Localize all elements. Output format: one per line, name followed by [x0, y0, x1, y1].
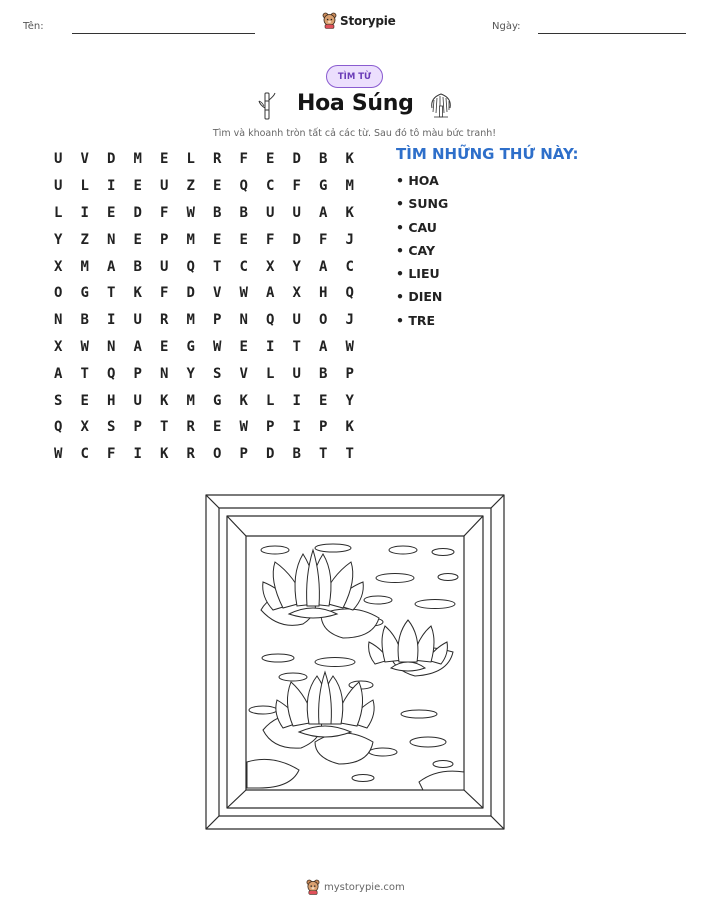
- grid-letter[interactable]: P: [213, 312, 222, 329]
- grid-letter[interactable]: K: [160, 392, 169, 409]
- grid-letter[interactable]: U: [266, 204, 275, 221]
- grid-letter[interactable]: X: [292, 285, 301, 302]
- word-item: • CAU: [396, 219, 437, 235]
- grid-letter[interactable]: P: [266, 419, 275, 436]
- grid-letter[interactable]: U: [160, 258, 169, 275]
- grid-letter[interactable]: W: [186, 204, 195, 221]
- grid-letter[interactable]: Q: [54, 419, 63, 436]
- brand-logo: [322, 12, 396, 29]
- grid-letter[interactable]: I: [133, 446, 142, 463]
- grid-letter[interactable]: X: [266, 258, 275, 275]
- grid-letter[interactable]: N: [160, 365, 169, 382]
- grid-letter[interactable]: K: [239, 392, 248, 409]
- grid-letter[interactable]: T: [213, 258, 222, 275]
- grid-letter[interactable]: G: [186, 338, 195, 355]
- grid-letter[interactable]: P: [133, 365, 142, 382]
- grid-letter[interactable]: U: [54, 178, 63, 195]
- grid-letter[interactable]: Y: [186, 365, 195, 382]
- grid-letter[interactable]: X: [54, 258, 63, 275]
- grid-letter[interactable]: I: [107, 312, 116, 329]
- grid-letter[interactable]: P: [133, 419, 142, 436]
- grid-letter[interactable]: T: [160, 419, 169, 436]
- grid-letter[interactable]: K: [160, 446, 169, 463]
- grid-letter[interactable]: P: [319, 419, 328, 436]
- grid-letter[interactable]: Z: [80, 231, 89, 248]
- grid-letter[interactable]: Q: [266, 312, 275, 329]
- grid-letter[interactable]: A: [319, 338, 328, 355]
- grid-letter[interactable]: J: [345, 231, 354, 248]
- find-list-title: TÌM NHỮNG THỨ NÀY:: [396, 145, 579, 163]
- grid-letter[interactable]: O: [54, 285, 63, 302]
- grid-letter[interactable]: P: [160, 231, 169, 248]
- grid-letter[interactable]: Z: [186, 178, 195, 195]
- grid-letter[interactable]: E: [80, 392, 89, 409]
- grid-letter[interactable]: I: [266, 338, 275, 355]
- grid-letter[interactable]: F: [239, 151, 248, 168]
- footer-url: mystorypie.com: [324, 881, 405, 893]
- bear-logo-icon: [306, 879, 320, 895]
- word-list: [396, 170, 448, 333]
- name-line: [72, 33, 255, 34]
- grid-letter[interactable]: B: [319, 365, 328, 382]
- grid-letter[interactable]: I: [80, 204, 89, 221]
- grid-letter[interactable]: K: [345, 204, 354, 221]
- word-item: • DIEN: [396, 289, 443, 305]
- grid-letter[interactable]: Q: [107, 365, 116, 382]
- grid-letter[interactable]: Q: [186, 258, 195, 275]
- grid-letter[interactable]: K: [345, 419, 354, 436]
- grid-letter[interactable]: X: [54, 338, 63, 355]
- grid-letter[interactable]: D: [107, 151, 116, 168]
- grid-letter[interactable]: O: [319, 312, 328, 329]
- grid-letter[interactable]: F: [107, 446, 116, 463]
- grid-letter[interactable]: M: [186, 231, 195, 248]
- grid-letter[interactable]: S: [107, 419, 116, 436]
- grid-letter[interactable]: I: [292, 419, 301, 436]
- grid-letter[interactable]: C: [80, 446, 89, 463]
- grid-letter[interactable]: V: [80, 151, 89, 168]
- grid-letter[interactable]: M: [133, 151, 142, 168]
- grid-letter[interactable]: A: [107, 258, 116, 275]
- brand-name: Storypie: [340, 13, 396, 28]
- grid-letter[interactable]: W: [239, 419, 248, 436]
- grid-letter[interactable]: X: [80, 419, 89, 436]
- grid-letter[interactable]: A: [54, 365, 63, 382]
- grid-letter[interactable]: W: [213, 338, 222, 355]
- grid-letter[interactable]: U: [54, 151, 63, 168]
- grid-letter[interactable]: U: [292, 204, 301, 221]
- word-item: • CAY: [396, 242, 436, 258]
- grid-letter[interactable]: V: [213, 285, 222, 302]
- grid-letter[interactable]: F: [266, 231, 275, 248]
- grid-letter[interactable]: F: [160, 204, 169, 221]
- grid-letter[interactable]: M: [80, 258, 89, 275]
- word-search-grid: [45, 146, 363, 468]
- grid-letter[interactable]: S: [54, 392, 63, 409]
- grid-letter[interactable]: W: [239, 285, 248, 302]
- grid-letter[interactable]: W: [54, 446, 63, 463]
- grid-letter[interactable]: A: [319, 204, 328, 221]
- grid-letter[interactable]: Y: [292, 258, 301, 275]
- grid-letter[interactable]: D: [292, 151, 301, 168]
- grid-letter[interactable]: B: [239, 204, 248, 221]
- grid-letter[interactable]: E: [107, 204, 116, 221]
- grid-letter[interactable]: W: [345, 338, 354, 355]
- grid-letter[interactable]: E: [133, 178, 142, 195]
- grid-letter[interactable]: L: [266, 392, 275, 409]
- grid-letter[interactable]: A: [133, 338, 142, 355]
- grid-letter[interactable]: Y: [345, 392, 354, 409]
- grid-letter[interactable]: E: [266, 151, 275, 168]
- grid-letter[interactable]: U: [292, 312, 301, 329]
- water-lily-picture: [203, 492, 507, 832]
- grid-letter[interactable]: K: [133, 285, 142, 302]
- grid-letter[interactable]: P: [345, 365, 354, 382]
- grid-letter[interactable]: K: [345, 151, 354, 168]
- grid-letter[interactable]: R: [213, 151, 222, 168]
- grid-letter[interactable]: E: [133, 231, 142, 248]
- grid-letter[interactable]: B: [292, 446, 301, 463]
- grid-letter[interactable]: E: [239, 338, 248, 355]
- grid-letter[interactable]: R: [160, 312, 169, 329]
- grid-letter[interactable]: T: [292, 338, 301, 355]
- grid-letter[interactable]: U: [160, 178, 169, 195]
- grid-letter[interactable]: N: [107, 231, 116, 248]
- grid-letter[interactable]: V: [239, 365, 248, 382]
- grid-letter[interactable]: B: [80, 312, 89, 329]
- grid-letter[interactable]: I: [292, 392, 301, 409]
- grid-letter[interactable]: F: [292, 178, 301, 195]
- grid-letter[interactable]: E: [160, 338, 169, 355]
- grid-letter[interactable]: B: [213, 204, 222, 221]
- grid-letter[interactable]: D: [266, 446, 275, 463]
- grid-letter[interactable]: H: [107, 392, 116, 409]
- grid-letter[interactable]: A: [319, 258, 328, 275]
- grid-letter[interactable]: M: [345, 178, 354, 195]
- page-title: Hoa Súng: [297, 91, 414, 116]
- grid-letter[interactable]: U: [133, 392, 142, 409]
- date-line: [538, 33, 686, 34]
- grid-letter[interactable]: L: [266, 365, 275, 382]
- grid-letter[interactable]: J: [345, 312, 354, 329]
- grid-letter[interactable]: C: [345, 258, 354, 275]
- grid-letter[interactable]: F: [160, 285, 169, 302]
- grid-letter[interactable]: Q: [345, 285, 354, 302]
- bamboo-icon: [258, 91, 276, 121]
- grid-letter[interactable]: E: [213, 231, 222, 248]
- grid-letter[interactable]: L: [80, 178, 89, 195]
- grid-letter[interactable]: W: [80, 338, 89, 355]
- grid-letter[interactable]: B: [133, 258, 142, 275]
- grid-letter[interactable]: E: [213, 419, 222, 436]
- grid-letter[interactable]: N: [54, 312, 63, 329]
- willow-tree-icon: [426, 90, 456, 120]
- grid-letter[interactable]: O: [213, 446, 222, 463]
- grid-letter[interactable]: D: [292, 231, 301, 248]
- grid-letter[interactable]: H: [319, 285, 328, 302]
- grid-letter[interactable]: M: [186, 312, 195, 329]
- bear-logo-icon: [322, 12, 337, 29]
- grid-letter[interactable]: T: [319, 446, 328, 463]
- grid-letter[interactable]: E: [160, 151, 169, 168]
- grid-letter[interactable]: M: [186, 392, 195, 409]
- grid-letter[interactable]: D: [186, 285, 195, 302]
- grid-letter[interactable]: N: [107, 338, 116, 355]
- grid-letter[interactable]: N: [239, 312, 248, 329]
- name-label: Tên:: [23, 21, 44, 32]
- grid-letter[interactable]: P: [239, 446, 248, 463]
- word-item: • TRE: [396, 312, 436, 328]
- grid-letter[interactable]: R: [186, 446, 195, 463]
- grid-letter[interactable]: E: [239, 231, 248, 248]
- date-label: Ngày:: [492, 21, 521, 32]
- word-item: • LIEU: [396, 266, 440, 282]
- word-item: • SUNG: [396, 196, 449, 212]
- grid-letter[interactable]: C: [266, 178, 275, 195]
- grid-letter[interactable]: G: [319, 178, 328, 195]
- footer: [306, 879, 405, 895]
- grid-letter[interactable]: L: [186, 151, 195, 168]
- grid-letter[interactable]: U: [292, 365, 301, 382]
- grid-letter[interactable]: L: [54, 204, 63, 221]
- grid-letter[interactable]: S: [213, 365, 222, 382]
- grid-letter[interactable]: T: [345, 446, 354, 463]
- grid-letter[interactable]: C: [239, 258, 248, 275]
- activity-badge: TÌM TỪ: [326, 65, 383, 88]
- grid-letter[interactable]: A: [266, 285, 275, 302]
- grid-letter[interactable]: B: [319, 151, 328, 168]
- grid-letter[interactable]: E: [319, 392, 328, 409]
- grid-letter[interactable]: T: [107, 285, 116, 302]
- grid-letter[interactable]: F: [319, 231, 328, 248]
- grid-letter[interactable]: I: [107, 178, 116, 195]
- grid-letter[interactable]: R: [186, 419, 195, 436]
- grid-letter[interactable]: T: [80, 365, 89, 382]
- grid-letter[interactable]: E: [213, 178, 222, 195]
- instructions: Tìm và khoanh tròn tất cả các từ. Sau đó tô màu bức tranh!: [212, 128, 497, 139]
- grid-letter[interactable]: Q: [239, 178, 248, 195]
- grid-letter[interactable]: D: [133, 204, 142, 221]
- grid-letter[interactable]: G: [80, 285, 89, 302]
- word-item: • HOA: [396, 173, 439, 188]
- grid-letter[interactable]: Y: [54, 231, 63, 248]
- grid-letter[interactable]: G: [213, 392, 222, 409]
- grid-letter[interactable]: U: [133, 312, 142, 329]
